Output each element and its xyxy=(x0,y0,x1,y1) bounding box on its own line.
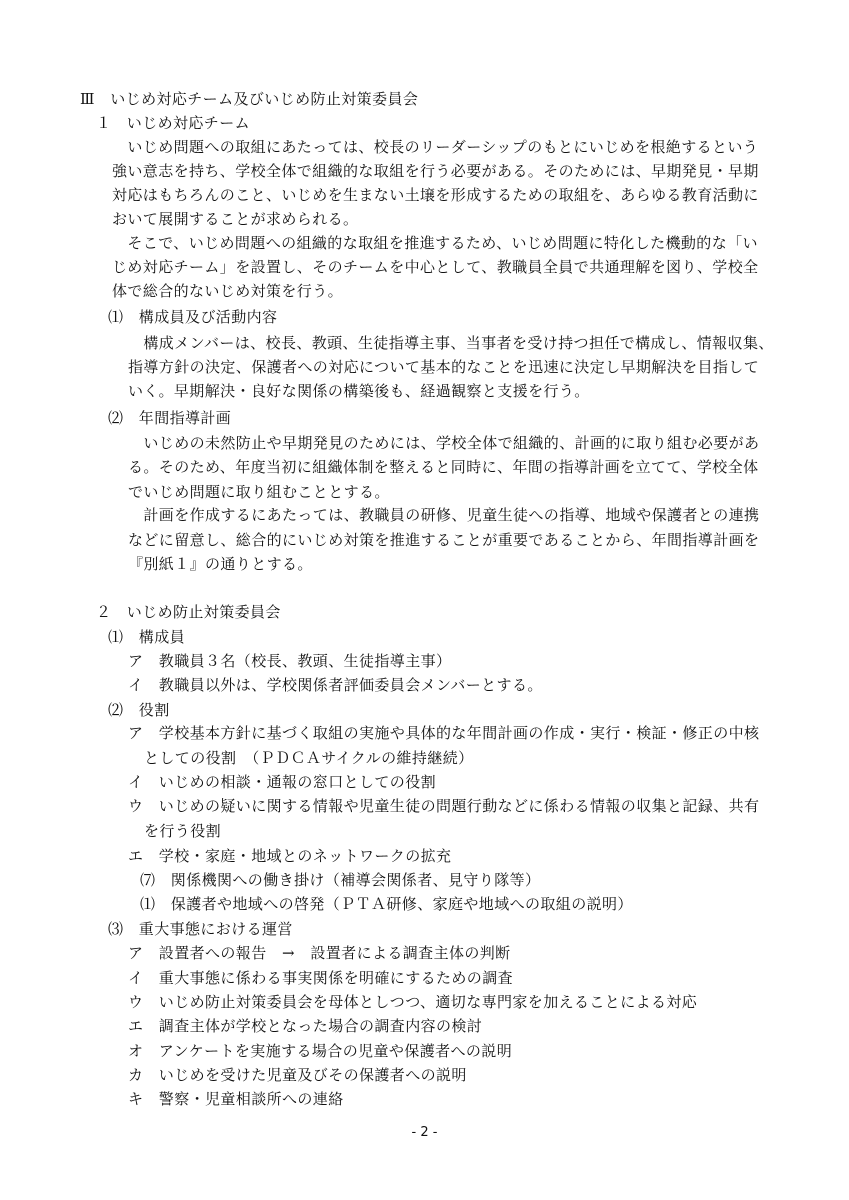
paragraph-line: じめ対応チーム」を設置し、そのチームを中心として、教職員全員で共通理解を図り、学校全 xyxy=(112,258,759,276)
paragraph-line: 計画を作成するにあたっては、教職員の研修、児童生徒への指導、地域や保護者との連携 xyxy=(128,506,760,524)
paragraph-line: でいじめ問題に取り組むこととする。 xyxy=(128,483,390,501)
list-item: キ 警察・児童相談所への連絡 xyxy=(128,1090,344,1108)
sub-heading: ⑴ 構成員及び活動内容 xyxy=(108,308,278,326)
paragraph-line: そこで、いじめ問題への組織的な取組を推進するため、いじめ問題に特化した機動的な「い xyxy=(112,234,758,252)
paragraph-line: 体で総合的ないじめ対策を行う。 xyxy=(112,282,344,300)
list-item: ア 学校基本方針に基づく取組の実施や具体的な年間計画の作成・実行・検証・修正の中核 xyxy=(128,724,760,742)
sub-list-item: ⑴ 保護者や地域への啓発（ＰＴＡ研修、家庭や地域への取組の説明） xyxy=(140,895,633,913)
paragraph-line: 対応はもちろんのこと、いじめを生まない土壌を形成するための取組を、あらゆる教育活動に xyxy=(112,186,759,204)
list-item: ウ いじめ防止対策委員会を母体としつつ、適切な専門家を加えることによる対応 xyxy=(128,993,698,1011)
sub-heading: ⑶ 重大事態における運営 xyxy=(108,920,293,938)
list-item: ア 教職員３名（校長、教頭、生徒指導主事） xyxy=(128,652,452,670)
paragraph-line: 強い意志を持ち、学校全体で組織的な取組を行う必要がある。そのためには、早期発見・早期 xyxy=(112,162,759,180)
paragraph-line: 構成メンバーは、校長、教頭、生徒指導主事、当事者を受け持つ担任で構成し、情報収集、 xyxy=(128,334,774,352)
paragraph-line: いく。早期解決・良好な関係の構築後も、経過観察と支援を行う。 xyxy=(128,382,590,400)
item1-heading: １ いじめ対応チーム xyxy=(96,114,251,132)
section-heading: Ⅲ いじめ対応チーム及びいじめ防止対策委員会 xyxy=(80,90,419,108)
paragraph-line: いじめの未然防止や早期発見のためには、学校全体で組織的、計画的に取り組む必要があ xyxy=(128,434,760,452)
list-item: ウ いじめの疑いに関する情報や児童生徒の問題行動などに係わる情報の収集と記録、共有 xyxy=(128,797,760,815)
list-item: イ いじめの相談・通報の窓口としての役割 xyxy=(128,773,437,791)
sub-heading: ⑴ 構成員 xyxy=(108,628,186,646)
sub-heading: ⑵ 役割 xyxy=(108,701,170,719)
paragraph-line: 『別紙１』の通りとする。 xyxy=(128,555,313,573)
sub-heading: ⑵ 年間指導計画 xyxy=(108,409,232,427)
list-item: ア 設置者への報告 → 設置者による調査主体の判断 xyxy=(128,944,511,962)
list-item: オ アンケートを実施する場合の児童や保護者への説明 xyxy=(128,1042,513,1060)
list-item: エ 調査主体が学校となった場合の調査内容の検討 xyxy=(128,1017,483,1035)
paragraph-line: る。そのため、年度当初に組織体制を整えると同時に、年間の指導計画を立てて、学校全体 xyxy=(128,458,759,476)
list-item: カ いじめを受けた児童及びその保護者への説明 xyxy=(128,1066,467,1084)
list-item-continuation: としての役割 （ＰＤＣＡサイクルの維持継続） xyxy=(144,749,474,767)
paragraph-line: 指導方針の決定、保護者への対応について基本的なことを迅速に決定し早期解決を目指して xyxy=(128,358,760,376)
list-item: イ 重大事態に係わる事実関係を明確にするための調査 xyxy=(128,969,514,987)
sub-list-item: ⑺ 関係機関への働き掛け（補導会関係者、見守り隊等） xyxy=(140,871,541,889)
list-item: イ 教職員以外は、学校関係者評価委員会メンバーとする。 xyxy=(128,676,543,694)
list-item: エ 学校・家庭・地域とのネットワークの拡充 xyxy=(128,847,452,865)
item2-heading: ２ いじめ防止対策委員会 xyxy=(96,603,281,621)
list-item-continuation: を行う役割 xyxy=(144,822,222,840)
page-number: - 2 - xyxy=(411,1125,438,1140)
paragraph-line: などに留意し、総合的にいじめ対策を推進することが重要であることから、年間指導計画を xyxy=(128,531,760,549)
paragraph-line: おいて展開することが求められる。 xyxy=(112,210,359,228)
paragraph-line: いじめ問題への取組にあたっては、校長のリーダーシップのもとにいじめを根絶するという xyxy=(112,138,759,156)
